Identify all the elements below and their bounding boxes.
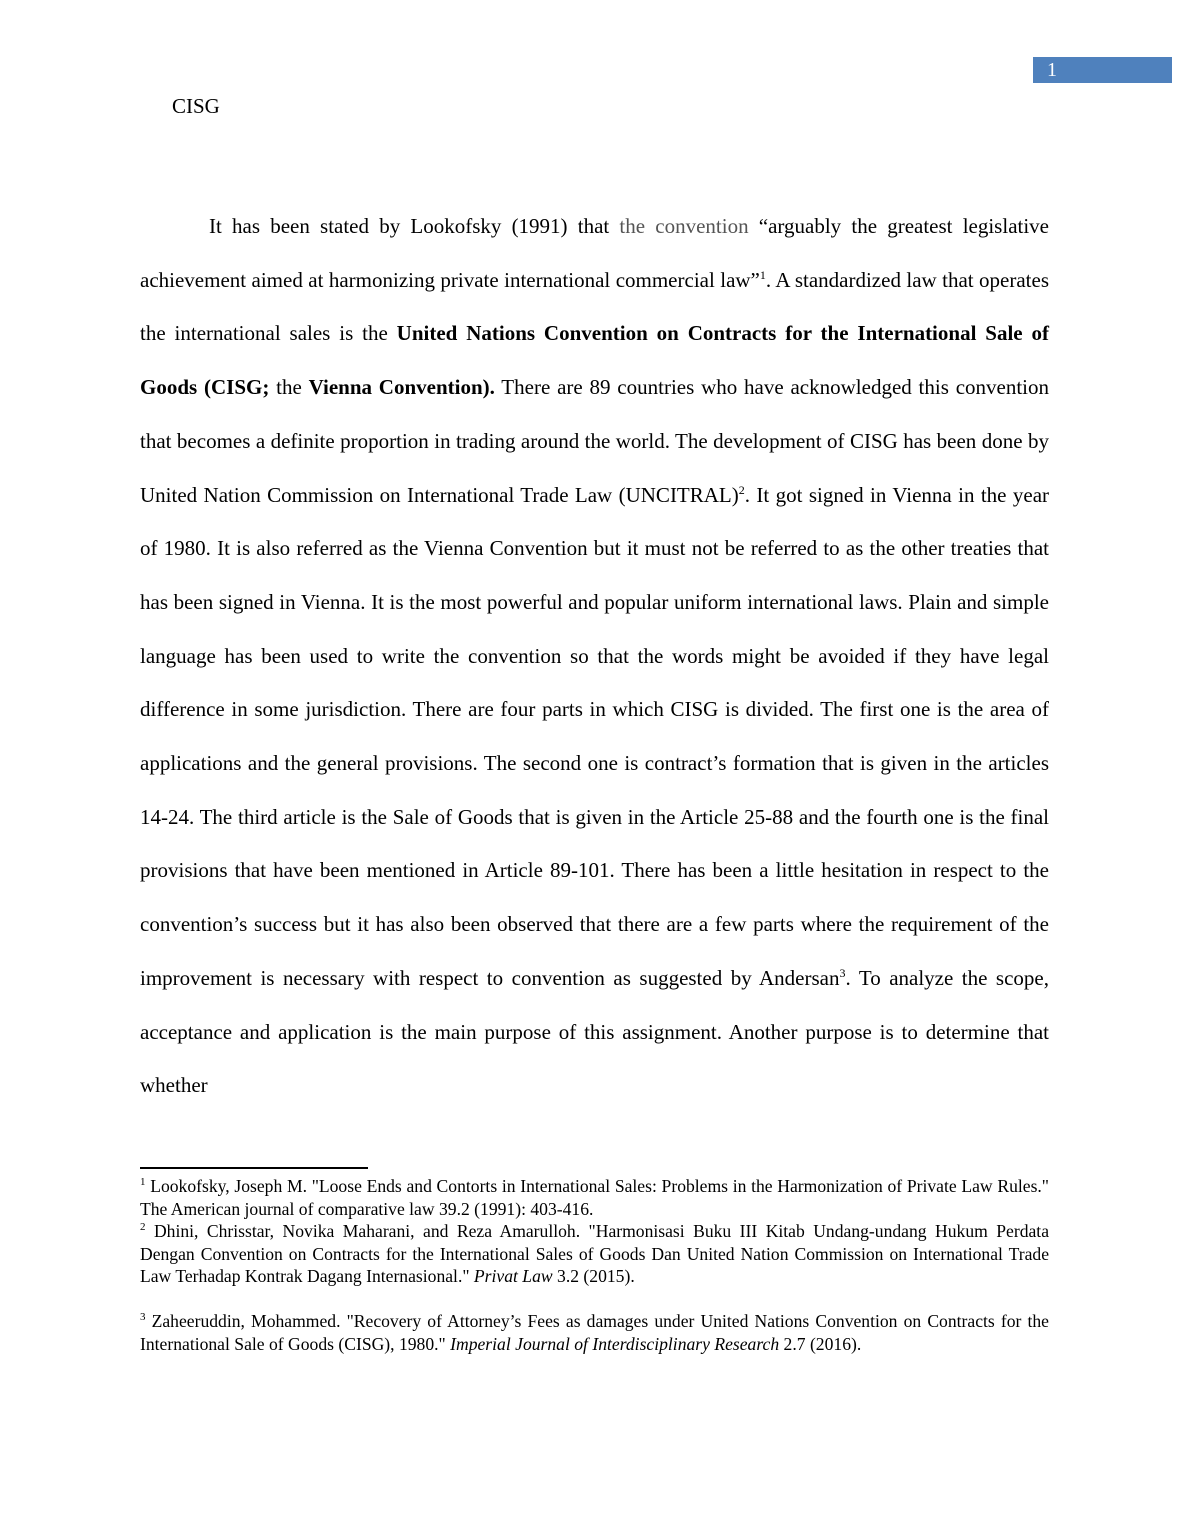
footnote-ref-1[interactable]: 1 xyxy=(759,267,766,282)
footnote-citation-tail: 3.2 (2015). xyxy=(552,1266,635,1287)
footnote-2 xyxy=(140,1220,1049,1288)
footnote-number: 3 xyxy=(140,1311,146,1324)
footnote-text: Lookofsky, Joseph M. "Loose Ends and Contorts in International Sales: Problems in the Harmonization of Private Law Rules." The American journal of comparative law 39.2 (1991): 403-416. xyxy=(140,1176,1049,1219)
footnote-citation-tail: 2.7 (2016). xyxy=(779,1333,862,1354)
body-text-segment: the xyxy=(269,375,309,400)
footnote-journal-title: Imperial Journal of Interdisciplinary Research xyxy=(450,1333,780,1354)
body-text-segment: “arguably the greatest legislative achievement aimed at harmonizing private international commercial law” xyxy=(140,214,1049,292)
footnote-1 xyxy=(140,1175,1049,1220)
body-text-segment: There are 89 countries who have acknowledged this convention that becomes a definite proportion in trading around the world. The development of CISG has been done by United Nation Commission on International Trade Law (UNCITRAL) xyxy=(140,375,1050,507)
highlighted-phrase: the convention xyxy=(619,214,749,238)
running-head: CISG xyxy=(172,94,220,118)
footnotes-section xyxy=(140,1175,1049,1355)
body-paragraph xyxy=(140,200,1049,1113)
footnote-number: 2 xyxy=(140,1221,146,1234)
footnote-ref-3[interactable]: 3 xyxy=(839,965,846,980)
page-number-badge xyxy=(1033,57,1172,83)
footnote-separator xyxy=(140,1167,368,1169)
bold-convention-name: United Nations Convention on Contracts for the International Sale of Goods (CISG; xyxy=(140,321,1049,400)
body-text-segment: . To analyze the scope, acceptance and application is the main purpose of this assignment. Another purpose is to determine that whether xyxy=(140,965,1049,1098)
page-number: 1 xyxy=(1047,59,1057,81)
body-text-segment: . It got signed in Vienna in the year of 1980. It is also referred as the Vienna Convention but it must not be referred to as the other treaties that has been signed in Vienna. It is the most powerful and popular uniform international laws. Plain and simple language has been used to write the convention so that the words might be avoided if they have legal difference in some jurisdiction. There are four parts in which CISG is divided. The first one is the area of applications and the general provisions. The second one is contract’s formation that is given in the articles 14-24. The third article is the Sale of Goods that is given in the Article 25-88 and the fourth one is the final provisions that have been mentioned in Article 89-101. There has been a little hesitation in respect to the convention’s success but it has also been observed that there are a few parts where the requirement of the improvement is necessary with respect to convention as suggested by Andersan xyxy=(140,482,1050,990)
footnote-ref-2[interactable]: 2 xyxy=(738,482,745,497)
body-text-segment: . A standardized law that operates the international sales is the xyxy=(140,267,1049,346)
footnote-number: 1 xyxy=(140,1176,146,1189)
footnote-text: Zaheeruddin, Mohammed. "Recovery of Attorney’s Fees as damages under United Nations Convention on Contracts for the International Sale of Goods (CISG), 1980." xyxy=(140,1310,1049,1354)
footnote-3 xyxy=(140,1310,1049,1355)
body-text-segment: It has been stated by Lookofsky (1991) that xyxy=(209,214,620,238)
footnote-journal-title: Privat Law xyxy=(473,1266,553,1287)
footnote-text: Dhini, Chrisstar, Novika Maharani, and Reza Amarulloh. "Harmonisasi Buku III Kitab Undang-undang Hukum Perdata Dengan Convention on Contracts for the International Sales of Goods Dan United Nation Commission on International Trade Law Terhadap Kontrak Dagang Internasional." xyxy=(140,1221,1049,1287)
bold-vienna-convention: Vienna Convention). xyxy=(308,375,495,400)
